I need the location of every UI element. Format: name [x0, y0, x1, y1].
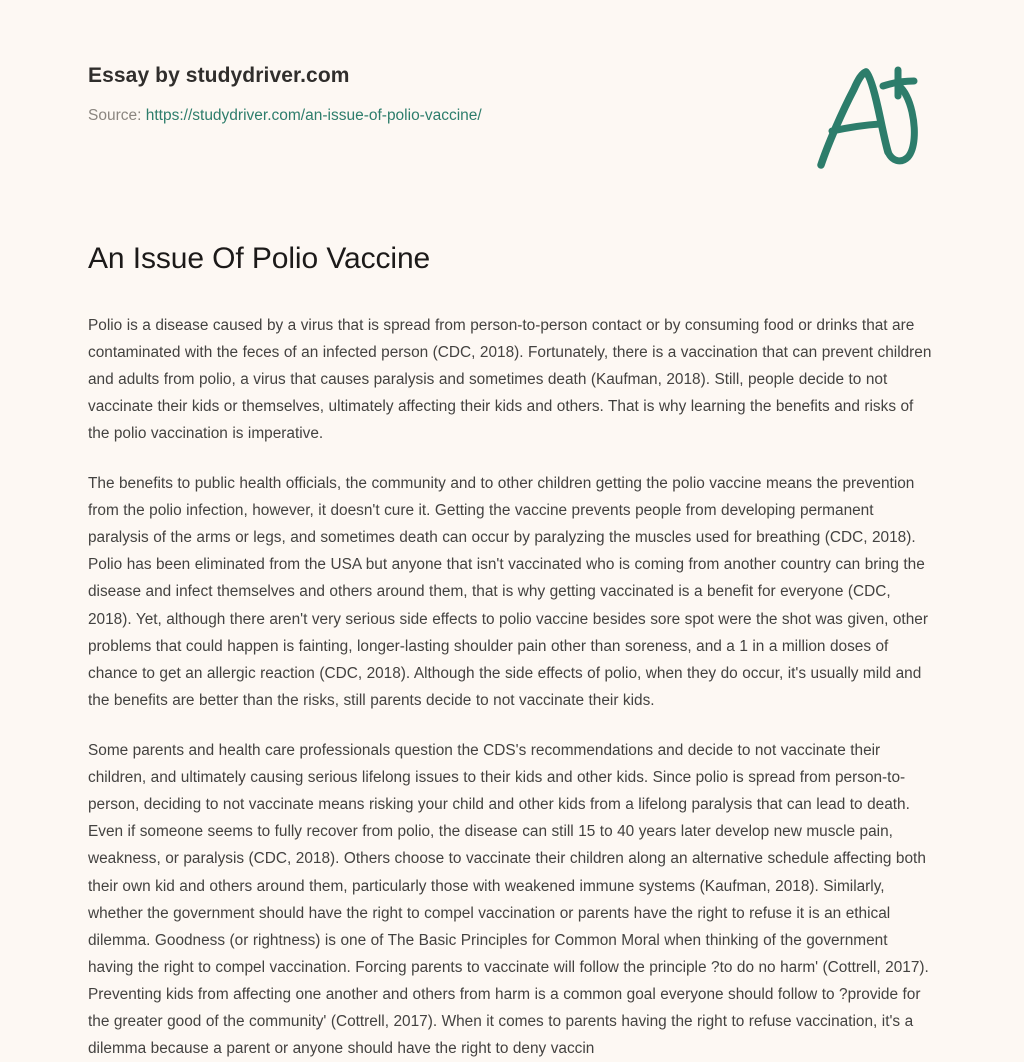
- brand-title: Essay by studydriver.com: [88, 62, 708, 89]
- article-body: [88, 312, 936, 1062]
- page-title: An Issue Of Polio Vaccine: [88, 240, 936, 278]
- a-plus-logo[interactable]: [808, 62, 928, 172]
- source-line: [88, 106, 708, 126]
- source-label: Source:: [88, 107, 141, 124]
- paragraph: Some parents and health care professionals question the CDS's recommendations and decide to not vaccinate their children, and ultimately causing serious lifelong issues to their kids and other kids. Since polio is spread from person-to-person, deciding to not vaccinate means risking your child and other kids from a lifelong paralysis that can lead to death. Even if someone seems to fully recover from polio, the disease can still 15 to 40 years later develop new muscle pain, weakness, or paralysis (CDC, 2018). Others choose to vaccinate their children along an alternative schedule affecting both their own kid and others around them, particularly those with weakened immune systems (Kaufman, 2018). Similarly, whether the government should have the right to compel vaccination or parents have the right to refuse it is an ethical dilemma. Goodness (or rightness) is one of The Basic Principles for Common Moral when thinking of the government having the right to compel vaccination. Forcing parents to vaccinate will follow the principle ?to do no harm' (Cottrell, 2017). Preventing kids from affecting one another and others from harm is a common goal everyone should follow to ?provide for the greater good of the community' (Cottrell, 2017). When it comes to parents having the right to refuse vaccination, it's a dilemma because a parent or anyone should have the right to deny vaccin: [88, 737, 936, 1062]
- article: [88, 240, 936, 1062]
- page-header: [0, 0, 1024, 200]
- brand-block: [88, 62, 708, 126]
- source-url-link[interactable]: https://studydriver.com/an-issue-of-polio-vaccine/: [146, 107, 482, 124]
- paragraph: The benefits to public health officials, the community and to other children getting the polio vaccine means the prevention from the polio infection, however, it doesn't cure it. Getting the vaccine prevents people from developing permanent paralysis of the arms or legs, and sometimes death can occur by paralyzing the muscles used for breathing (CDC, 2018). Polio has been eliminated from the USA but anyone that isn't vaccinated who is coming from another country can bring the disease and infect themselves and others around them, that is why getting vaccinated is a benefit for everyone (CDC, 2018). Yet, although there aren't very serious side effects to polio vaccine besides sore spot were the shot was given, other problems that could happen is fainting, longer-lasting shoulder pain other than soreness, and a 1 in a million doses of chance to get an allergic reaction (CDC, 2018). Although the side effects of polio, when they do occur, it's usually mild and the benefits are better than the risks, still parents decide to not vaccinate their kids.: [88, 470, 936, 714]
- paragraph: Polio is a disease caused by a virus that is spread from person-to-person contact or by consuming food or drinks that are contaminated with the feces of an infected person (CDC, 2018). Fortunately, there is a vaccination that can prevent children and adults from polio, a virus that causes paralysis and sometimes death (Kaufman, 2018). Still, people decide to not vaccinate their kids or themselves, ultimately affecting their kids and others. That is why learning the benefits and risks of the polio vaccination is imperative.: [88, 312, 936, 448]
